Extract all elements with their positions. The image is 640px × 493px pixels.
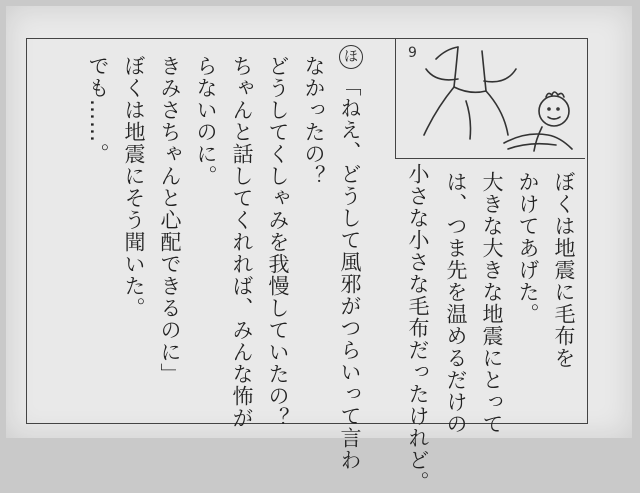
narration-line: 小さな小さな毛布だったけれど。 (406, 163, 430, 493)
speaker-mark: ほ (339, 45, 363, 69)
dialogue-line: ぼくは地震にそう聞いた。 (122, 55, 146, 319)
dialogue-line: でも……。 (86, 55, 110, 165)
page-number: 9 (408, 45, 417, 61)
dialogue-line: きみさちゃんと心配できるのに」 (158, 55, 182, 385)
illustration-drawing (396, 39, 586, 159)
dialogue-line: ちゃんと話してくれれば、みんな怖が (230, 55, 254, 429)
narration-line: 大きな大きな地震にとって (480, 171, 504, 435)
dialogue-line: どうしてくしゃみを我慢していたの？ (266, 55, 290, 429)
narration-line: かけてあげた。 (516, 171, 540, 325)
narration-line: は、つま先を温めるだけの (444, 171, 468, 435)
story-frame (26, 38, 588, 493)
illustration-panel (395, 39, 585, 159)
drawing-paper (6, 6, 632, 493)
standing-figure-icon (424, 47, 516, 139)
dialogue-line: なかったの？ (302, 55, 326, 187)
narration-line: ぼくは地震に毛布を (552, 171, 576, 369)
dialogue-line: 「ねえ、どうして風邪がつらいって言わ (338, 75, 362, 471)
dialogue-line: らないのに。 (194, 55, 218, 187)
